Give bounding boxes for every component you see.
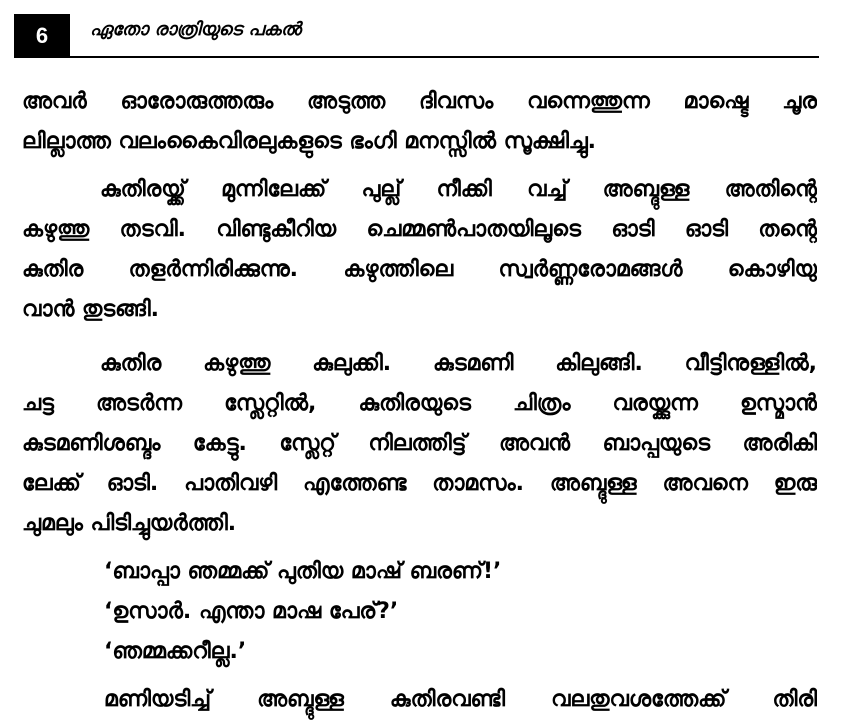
text-line: ചട്ട അടർന്ന സ്ലേറ്റിൽ, കുതിരയുടെ ചിത്രം വരയ്ക്കുന്ന ഉസ്മാൻ (22, 391, 817, 416)
text-line: വാൻ തുടങ്ങി. (22, 297, 159, 322)
text-line: കുതിരയ്ക്ക് മുന്നിലേക്ക് പുല്ല് നീക്കി വച്ച് അബ്ദുള്ള അതിന്റെ (100, 177, 817, 202)
dialogue-line: ‘ബാപ്പാ ഞമ്മക്ക് പുതിയ മാഷ് ബരണ്!’ (104, 559, 502, 584)
paragraph-2 (22, 170, 817, 330)
text-line: മണിയടിച്ച് അബ്ദുള്ള കുതിരവണ്ടി വലതുവശത്തേക്ക് തിരി (104, 687, 817, 712)
text-line: ലില്ലാത്ത വലംകൈവിരലുകളുടെ ഭംഗി മനസ്സിൽ സൂക്ഷിച്ചു. (22, 129, 597, 154)
text-line: അവർ ഓരോരുത്തരും അടുത്ത ദിവസം വന്നെത്തുന്ന മാഷ്ടെ ചൂര (22, 89, 817, 114)
text-line: കുതിര കഴുത്തു കുലുക്കി. കുടമണി കിലുങ്ങി. വീട്ടിനുള്ളിൽ, (100, 351, 817, 376)
running-title: ഏതോ രാത്രിയുടെ പകൽ (90, 19, 301, 40)
text-line: ലേക്ക് ഓടി. പാതിവഴി എത്തേണ്ട താമസം. അബ്ദുള്ള അവനെ ഇരു (22, 471, 817, 496)
paragraph-1 (22, 82, 817, 162)
paragraph-3 (22, 344, 817, 544)
paragraph-5 (22, 680, 817, 720)
page-header (14, 14, 819, 58)
text-line: ചുമലും പിടിച്ചുയർത്തി. (22, 511, 237, 536)
text-line: കഴുത്തു തടവി. വിണ്ടുകീറിയ ചെമ്മൺപാതയിലൂടെ ഓടി ഓടി തന്റെ (22, 217, 817, 242)
text-line: കുടമണിശബ്ദം കേട്ടു. സ്ലേറ്റ് നിലത്തിട്ട് അവൻ ബാപ്പയുടെ അരികി (22, 431, 817, 456)
page-body (22, 82, 817, 720)
text-line: കുതിര തളർന്നിരിക്കുന്നു. കഴുത്തിലെ സ്വർണ്ണരോമങ്ങൾ കൊഴിയു (22, 257, 817, 282)
dialogue-block (22, 552, 817, 672)
page-number: 6 (14, 14, 70, 58)
dialogue-line: ‘ഞമ്മക്കറീല്ല.’ (104, 639, 247, 664)
header-rule (14, 56, 819, 58)
dialogue-line: ‘ഉസാർ. എന്താ മാഷ പേര്?’ (104, 599, 399, 624)
